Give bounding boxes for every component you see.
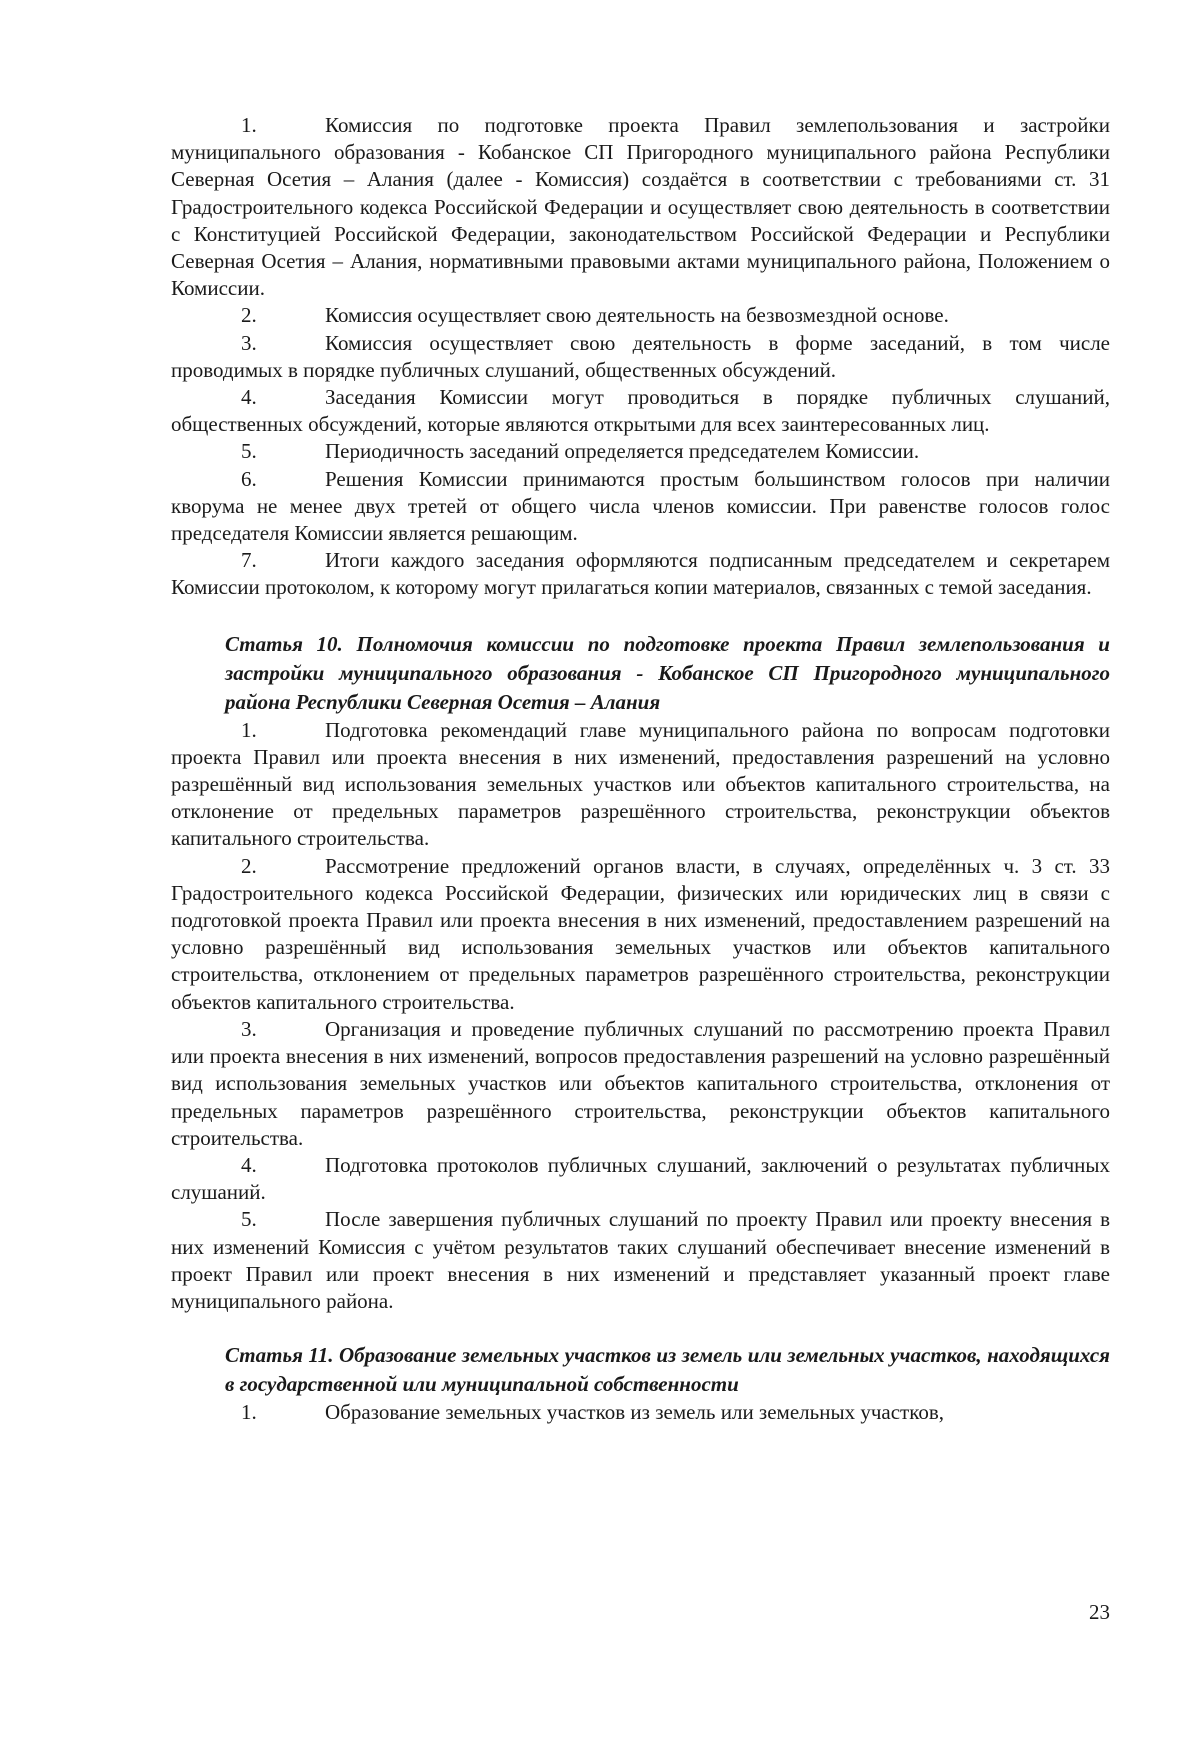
commission-clauses	[171, 112, 1110, 602]
clause-text: Рассмотрение предложений органов власти, в случаях, определённых ч. 3 ст. 33 Градостроительного кодекса Российской Федерации, физических или юридических лиц в связи с подготовкой проекта Правил или проекта внесения в них изменений, предоставлением разрешений на условно разрешённый вид использования земельных участков или объектов капитального строительства, отклонением от предельных параметров разрешённого строительства, реконструкции объектов капитального строительства.	[171, 853, 1110, 1014]
clause-number: 6.	[241, 466, 257, 491]
clause-2	[171, 302, 1110, 329]
clause-6	[171, 466, 1110, 548]
clause-text: Образование земельных участков из земель или земельных участков,	[325, 1400, 944, 1425]
clause-number: 5.	[241, 1207, 257, 1232]
clause-number: 5.	[241, 439, 257, 464]
clause-5	[171, 438, 1110, 465]
clause-number: 2.	[241, 303, 257, 328]
article-10-clause-5	[171, 1206, 1110, 1315]
clause-text: Подготовка рекомендаций главе муниципального района по вопросам подготовки проекта Правил или проекта внесения в них изменений, предоставления разрешений на условно разрешённый вид использования земельных участков или объектов капитального строительства, на отклонение от предельных параметров разрешённого строительства, реконструкции объектов капитального строительства.	[171, 717, 1110, 851]
clause-number: 2.	[241, 853, 257, 878]
clause-number: 3.	[241, 330, 257, 355]
clause-number: 1.	[241, 717, 257, 742]
article-10-clause-3	[171, 1016, 1110, 1152]
article-10-heading: Статья 10. Полномочия комиссии по подготовке проекта Правил землепользования и застройки муниципального образования - Кобанское СП Пригородного муниципального района Республики Северная Осетия – Алания	[225, 631, 1110, 714]
article-10-clause-1	[171, 717, 1110, 853]
clause-text: Периодичность заседаний определяется председателем Комиссии.	[325, 439, 920, 464]
article-10-clause-4	[171, 1152, 1110, 1206]
clause-text: После завершения публичных слушаний по проекту Правил или проекту внесения в них изменений Комиссия с учётом результатов таких слушаний обеспечивает внесение изменений в проект Правил или проект внесения в них изменений и представляет указанный проект главе муниципального района.	[171, 1207, 1110, 1313]
document-page	[171, 112, 1110, 1426]
clause-text: Заседания Комиссии могут проводиться в порядке публичных слушаний, общественных обсуждений, которые являются открытыми для всех заинтересованных лиц.	[171, 385, 1110, 437]
clause-3	[171, 330, 1110, 384]
clause-number: 1.	[241, 1400, 257, 1425]
clause-number: 4.	[241, 1152, 257, 1177]
clause-number: 4.	[241, 385, 257, 410]
clause-number: 7.	[241, 548, 257, 573]
article-10-clause-2	[171, 853, 1110, 1016]
clause-4	[171, 384, 1110, 438]
article-10-clauses	[171, 717, 1110, 1315]
article-11-heading: Статья 11. Образование земельных участков из земель или земельных участков, находящихся в государственной или муниципальной собственности	[225, 1343, 1110, 1397]
clause-number: 3.	[241, 1016, 257, 1041]
clause-text: Итоги каждого заседания оформляются подписанным председателем и секретарем Комиссии протоколом, к которому могут прилагаться копии материалов, связанных с темой заседания.	[171, 548, 1110, 600]
article-11-clauses	[171, 1399, 1110, 1426]
clause-text: Комиссия осуществляет свою деятельность в форме заседаний, в том числе проводимых в порядке публичных слушаний, общественных обсуждений.	[171, 330, 1110, 382]
clause-text: Решения Комиссии принимаются простым большинством голосов при наличии кворума не менее двух третей от общего числа членов комиссии. При равенстве голосов голос председателя Комиссии является решающим.	[171, 466, 1110, 546]
clause-text: Комиссия осуществляет свою деятельность на безвозмездной основе.	[325, 303, 949, 328]
clause-number: 1.	[241, 113, 257, 137]
clause-text: Комиссия по подготовке проекта Правил землепользования и застройки муниципального образования - Кобанское СП Пригородного муниципального района Республики Северная Осетия – Алания (далее - Комиссия) создаётся в соответствии с требованиями ст. 31 Градостроительного кодекса Российской Федерации и осуществляет свою деятельность в соответствии с Конституцией Российской Федерации, законодательством Российской Федерации и Республики Северная Осетия – Алания, нормативными правовыми актами муниципального района, Положением о Комиссии.	[171, 113, 1110, 301]
clause-1	[171, 112, 1110, 302]
clause-7	[171, 547, 1110, 601]
clause-text: Подготовка протоколов публичных слушаний, заключений о результатах публичных слушаний.	[171, 1152, 1110, 1205]
article-11-clause-1	[171, 1399, 1110, 1426]
clause-text: Организация и проведение публичных слушаний по рассмотрению проекта Правил или проекта внесения в них изменений, вопросов предоставления разрешений на условно разрешённый вид использования земельных участков или объектов капитального строительства, отклонения от предельных параметров разрешённого строительства, реконструкции объектов капитального строительства.	[171, 1016, 1110, 1150]
page-number: 23	[1089, 1600, 1110, 1624]
